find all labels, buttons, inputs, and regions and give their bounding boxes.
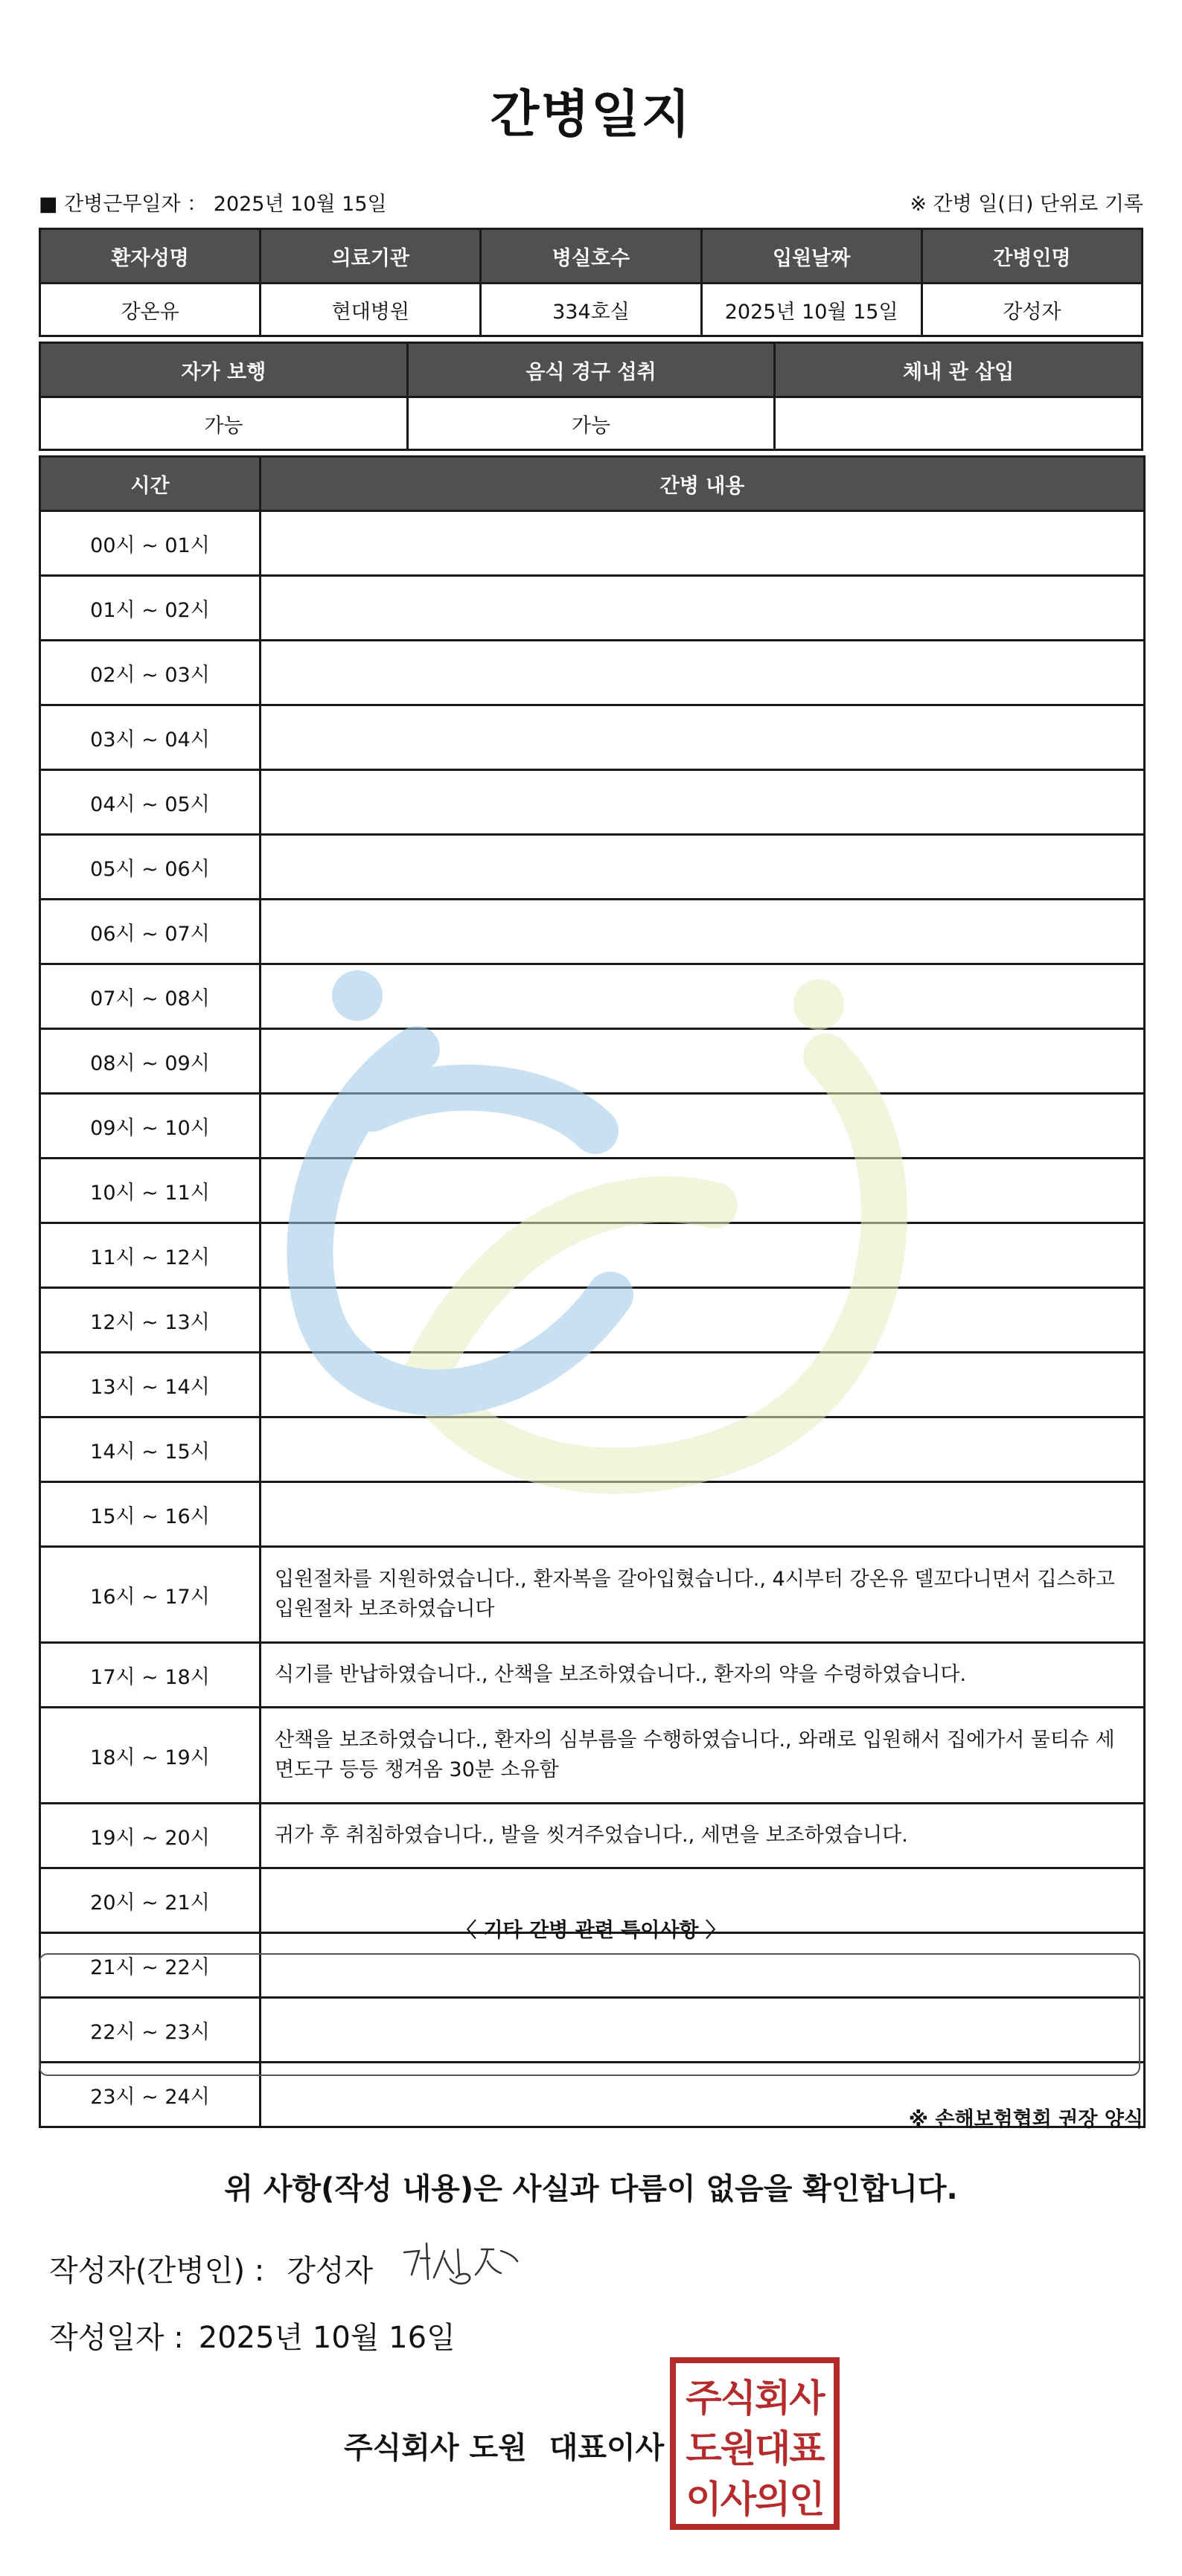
table-row: [40, 1288, 1145, 1353]
log-content-cell: 귀가 후 취침하였습니다., 발을 씻겨주었습니다., 세면을 보조하였습니다.: [261, 1804, 1145, 1868]
written-date-line: [49, 2314, 456, 2356]
log-time-cell: 15시 ~ 16시: [40, 1482, 261, 1547]
log-time-cell: 12시 ~ 13시: [40, 1288, 261, 1353]
header-room: 병실호수: [481, 229, 701, 283]
log-content-cell: 입원절차를 지원하였습니다., 환자복을 갈아입혔습니다., 4시부터 강온유 델꼬다니면서 깁스하고 입원절차 보조하였습니다: [261, 1547, 1145, 1643]
writer-line: [49, 2247, 373, 2290]
table-row: [40, 1643, 1145, 1708]
status-value-row: [40, 397, 1143, 450]
table-row: [40, 1353, 1145, 1417]
log-time-cell: 08시 ~ 09시: [40, 1029, 261, 1094]
table-row: [40, 1804, 1145, 1868]
written-date-value: 2025년 10월 16일: [198, 2321, 456, 2355]
header-tube-insertion: 체내 관 삽입: [775, 343, 1143, 397]
document-title: 간병일지: [490, 86, 692, 144]
table-row: [40, 964, 1145, 1029]
company-line: [344, 2424, 664, 2467]
oral-intake-value: 가능: [407, 397, 775, 450]
log-content-cell: [261, 705, 1145, 770]
notes-box: [39, 1953, 1140, 2076]
work-date-line: [39, 188, 387, 217]
care-log-table: [39, 455, 1146, 2128]
log-time-cell: 07시 ~ 08시: [40, 964, 261, 1029]
log-content-cell: [261, 900, 1145, 964]
log-content-cell: 산책을 보조하였습니다., 환자의 심부름을 수행하였습니다., 와래로 입원해서 집에가서 물티슈 세면도구 등등 챙겨옴 30분 소유함: [261, 1708, 1145, 1804]
confirmation-statement: 위 사항(작성 내용)은 사실과 다름이 없음을 확인합니다.: [224, 2172, 958, 2206]
notes-title: 〈 기타 간병 관련 특이사항 〉: [456, 1919, 726, 1942]
log-time-cell: 19시 ~ 20시: [40, 1804, 261, 1868]
log-time-cell: 16시 ~ 17시: [40, 1547, 261, 1643]
log-content-cell: [261, 964, 1145, 1029]
table-row: [40, 835, 1145, 900]
log-time-cell: 11시 ~ 12시: [40, 1223, 261, 1288]
header-caregiver-name: 간병인명: [921, 229, 1142, 283]
log-time-cell: 02시 ~ 03시: [40, 641, 261, 705]
log-content-cell: 식기를 반납하였습니다., 산책을 보조하였습니다., 환자의 약을 수령하였습니다.: [261, 1643, 1145, 1708]
log-content-cell: [261, 1159, 1145, 1223]
table-row: [40, 1159, 1145, 1223]
company-representative: 대표이사: [549, 2431, 665, 2465]
seal-line-1: 주식회사: [686, 2377, 824, 2420]
log-time-cell: 00시 ~ 01시: [40, 511, 261, 576]
table-row: [40, 576, 1145, 641]
log-content-cell: [261, 511, 1145, 576]
handwritten-signature: [398, 2236, 525, 2295]
seal-line-2: 도원대표: [686, 2427, 824, 2470]
table-row: [40, 900, 1145, 964]
header-time: 시간: [40, 457, 261, 511]
log-time-cell: 14시 ~ 15시: [40, 1417, 261, 1482]
table-row: [40, 1482, 1145, 1547]
log-time-cell: 06시 ~ 07시: [40, 900, 261, 964]
log-time-cell: 05시 ~ 06시: [40, 835, 261, 900]
admission-date: 2025년 10월 15일: [701, 283, 921, 336]
table-row: [40, 1223, 1145, 1288]
log-time-cell: 13시 ~ 14시: [40, 1353, 261, 1417]
header-self-walking: 자가 보행: [40, 343, 408, 397]
log-content-cell: [261, 576, 1145, 641]
header-hospital: 의료기관: [261, 229, 481, 283]
caregiver-name: 강성자: [921, 283, 1142, 336]
writer-label: 작성자(간병인) :: [49, 2254, 265, 2288]
log-time-cell: 23시 ~ 24시: [40, 2063, 261, 2127]
table-row: [40, 1029, 1145, 1094]
log-content-cell: [261, 1417, 1145, 1482]
log-time-cell: 03시 ~ 04시: [40, 705, 261, 770]
log-time-cell: 10시 ~ 11시: [40, 1159, 261, 1223]
log-time-cell: 20시 ~ 21시: [40, 1868, 261, 1933]
patient-value-row: [40, 283, 1143, 336]
log-content-cell: [261, 1223, 1145, 1288]
tube-insertion-value: [775, 397, 1143, 450]
table-row: [40, 770, 1145, 835]
log-content-cell: [261, 1353, 1145, 1417]
log-content-cell: [261, 1029, 1145, 1094]
log-content-cell: [261, 1094, 1145, 1159]
header-patient-name: 환자성명: [40, 229, 261, 283]
table-row: [40, 1094, 1145, 1159]
company-name: 주식회사 도원: [344, 2431, 527, 2465]
patient-name: 강온유: [40, 283, 261, 336]
header-care-content: 간병 내용: [261, 457, 1145, 511]
company-seal: [670, 2357, 840, 2530]
header-admission-date: 입원날짜: [701, 229, 921, 283]
table-row: [40, 705, 1145, 770]
log-time-cell: 09시 ~ 10시: [40, 1094, 261, 1159]
log-content-cell: [261, 1482, 1145, 1547]
table-row: [40, 1708, 1145, 1804]
log-content-cell: [261, 835, 1145, 900]
room-number: 334호실: [481, 283, 701, 336]
log-body: [40, 511, 1145, 2127]
log-time-cell: 18시 ~ 19시: [40, 1708, 261, 1804]
log-time-cell: 17시 ~ 18시: [40, 1643, 261, 1708]
log-content-cell: [261, 770, 1145, 835]
table-row: [40, 511, 1145, 576]
unit-note: ※ 간병 일(日) 단위로 기록: [910, 193, 1143, 216]
table-row: [40, 1417, 1145, 1482]
self-walking-value: 가능: [40, 397, 408, 450]
log-time-cell: 22시 ~ 23시: [40, 1998, 261, 2063]
seal-line-3: 이사의인: [686, 2478, 824, 2521]
recommendation-note: ※ 손해보험협회 권장 양식: [908, 2108, 1143, 2131]
written-date-label: 작성일자 :: [49, 2321, 184, 2355]
table-row: [40, 641, 1145, 705]
writer-name: 강성자: [287, 2254, 374, 2288]
work-date-label: ■ 간병근무일자 ：: [39, 193, 208, 216]
log-time-cell: 01시 ~ 02시: [40, 576, 261, 641]
header-oral-intake: 음식 경구 섭취: [407, 343, 775, 397]
log-time-cell: 04시 ~ 05시: [40, 770, 261, 835]
log-content-cell: [261, 641, 1145, 705]
patient-header-row: [40, 229, 1143, 283]
patient-info-table: [39, 228, 1143, 337]
table-row: [40, 1547, 1145, 1643]
log-header-row: [40, 457, 1145, 511]
hospital-name: 현대병원: [261, 283, 481, 336]
log-content-cell: [261, 1288, 1145, 1353]
work-date-value: 2025년 10월 15일: [213, 193, 387, 216]
log-time-cell: 21시 ~ 22시: [40, 1933, 261, 1998]
status-header-row: [40, 343, 1143, 397]
patient-status-table: [39, 342, 1143, 451]
